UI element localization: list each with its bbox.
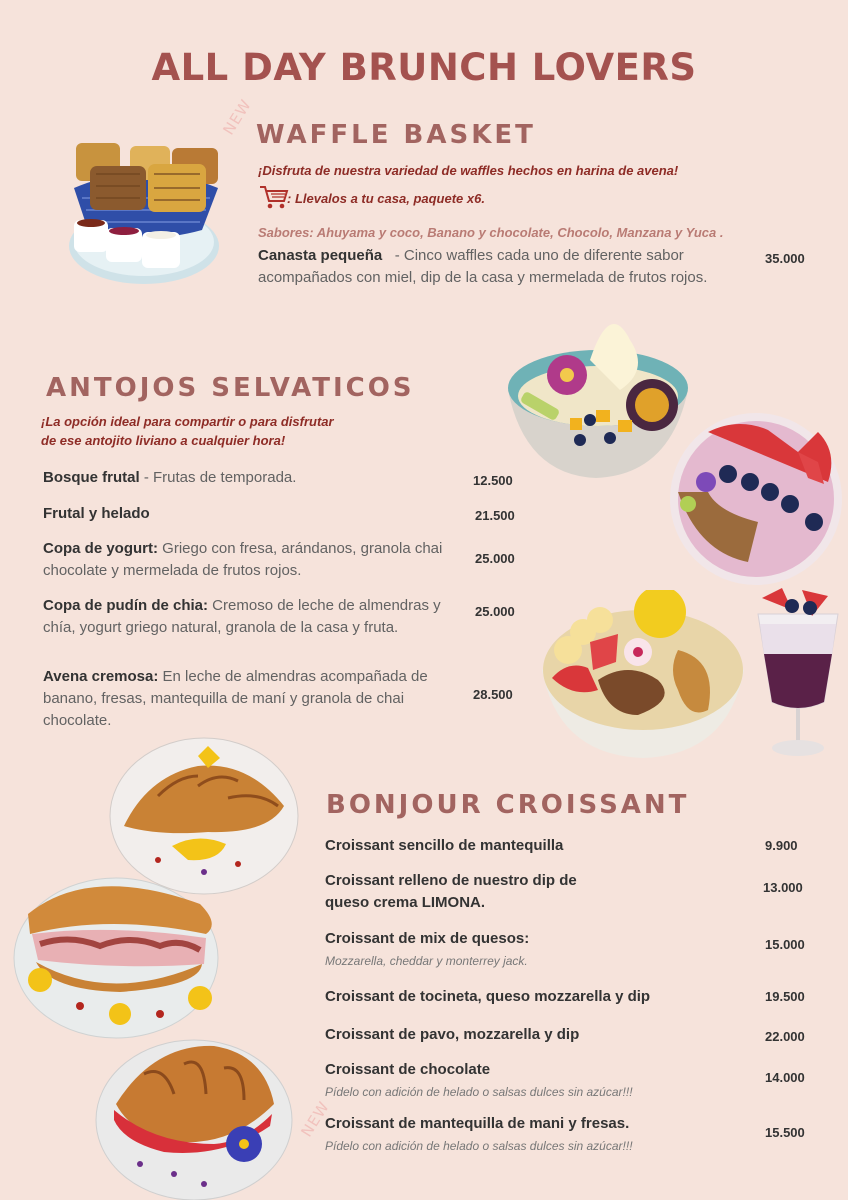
shopping-cart-icon: [259, 184, 289, 210]
croissant-item-note: Pídelo con adición de helado o salsas dulces sin azúcar!!!: [325, 1085, 633, 1099]
croissant-item: [325, 1024, 745, 1046]
antojo-item-desc: En leche de almendras acompañada de banano, fresas, mantequilla de maní y granola de chai chocolate.: [43, 668, 428, 729]
waffle-flavors: Sabores: Ahuyama y coco, Banano y chocolate, Chocolo, Manzana y Yuca .: [258, 225, 724, 240]
croissant-section-title: BONJOUR CROISSANT: [326, 790, 690, 820]
croissant-item-note: Pídelo con adición de helado o salsas dulces sin azúcar!!!: [325, 1139, 633, 1153]
antojos-tagline-2: de ese antojito liviano a cualquier hora!: [41, 433, 286, 448]
croissant-item: [325, 870, 745, 914]
antojo-item-price: 21.500: [475, 508, 515, 523]
waffle-item-name: Canasta pequeña: [258, 247, 383, 264]
croissant-item: [325, 1113, 745, 1157]
oatmeal-bowl-image: [538, 590, 748, 760]
antojo-item-name: Avena cremosa:: [43, 668, 159, 685]
fruit-bowl-image: [500, 300, 695, 485]
croissant-item-name-2: queso crema LIMONA.: [325, 894, 486, 911]
croissant-item-name: Croissant de tocineta, queso mozzarella y dip: [325, 988, 651, 1005]
croissant-item-name: Croissant sencillo de mantequilla: [325, 837, 564, 854]
antojos-tagline-1: ¡La opción ideal para compartir o para disfrutar: [41, 414, 334, 429]
waffle-item: [258, 245, 748, 289]
antojo-item: [43, 467, 443, 489]
waffle-item-price: 35.000: [765, 251, 805, 266]
croissant-item-name: Croissant de pavo, mozzarella y dip: [325, 1026, 580, 1043]
waffle-tagline: ¡Disfruta de nuestra variedad de waffles hechos en harina de avena!: [258, 163, 679, 178]
croissant-item: [325, 835, 745, 857]
antojo-item-price: 25.000: [475, 604, 515, 619]
new-badge-waffle: NEW: [219, 95, 256, 139]
croissant-item-name: Croissant de mantequilla de mani y fresas.: [325, 1115, 630, 1132]
croissant-item-price: 19.500: [765, 989, 805, 1004]
croissant-item: [325, 1059, 745, 1103]
croissant-item-name: Croissant de chocolate: [325, 1061, 491, 1078]
croissant-item-name: Croissant de mix de quesos:: [325, 930, 530, 947]
antojo-item: [43, 595, 443, 639]
croissant-item-price: 15.000: [765, 937, 805, 952]
croissant-item-price: 13.000: [763, 880, 803, 895]
waffle-section-title: WAFFLE BASKET: [256, 120, 536, 150]
antojo-item-name: Frutal y helado: [43, 505, 150, 522]
antojo-item-name: Bosque frutal: [43, 469, 140, 486]
croissant-item: [325, 986, 755, 1008]
antojo-item-price: 12.500: [473, 473, 513, 488]
new-badge-croissant: NEW: [297, 1097, 334, 1141]
waffle-item-desc: - Cinco waffles cada uno de diferente sabor: [382, 247, 684, 264]
antojo-item: [43, 666, 443, 732]
yogurt-bowl-image: [668, 412, 844, 587]
croissant-item-price: 22.000: [765, 1029, 805, 1044]
antojo-item: [43, 538, 443, 582]
chia-cup-image: [752, 584, 844, 764]
croissant-item-name: Croissant relleno de nuestro dip de: [325, 872, 577, 889]
croissant-plate-image-3: [94, 1034, 294, 1200]
waffle-takeaway-note: : Llevalos a tu casa, paquete x6.: [287, 191, 485, 206]
antojo-item: [43, 503, 443, 525]
croissant-item-price: 9.900: [765, 838, 798, 853]
antojo-item-name: Copa de pudín de chia:: [43, 597, 209, 614]
croissant-item-price: 14.000: [765, 1070, 805, 1085]
page-title: ALL DAY BRUNCH LOVERS: [151, 46, 697, 89]
croissant-item-price: 15.500: [765, 1125, 805, 1140]
waffle-item-desc-2: acompañados con miel, dip de la casa y mermelada de frutos rojos.: [258, 269, 708, 286]
antojo-item-desc: - Frutas de temporada.: [139, 469, 297, 486]
antojo-item-desc: Griego con fresa, arándanos, granola chai chocolate y mermelada de frutos rojos.: [43, 540, 443, 579]
waffle-basket-image: [62, 138, 222, 288]
croissant-item-note: Mozzarella, cheddar y monterrey jack.: [325, 954, 528, 968]
antojo-item-price: 25.000: [475, 551, 515, 566]
croissant-item: [325, 928, 745, 972]
antojo-item-price: 28.500: [473, 687, 513, 702]
antojo-item-desc: Cremoso de leche de almendras y chía, yogurt griego natural, granola de la casa y fruta.: [43, 597, 441, 636]
croissant-plate-image-1: [108, 736, 300, 896]
croissant-plate-image-2: [10, 874, 222, 1040]
antojo-item-name: Copa de yogurt:: [43, 540, 158, 557]
antojos-section-title: ANTOJOS SELVATICOS: [46, 373, 415, 403]
